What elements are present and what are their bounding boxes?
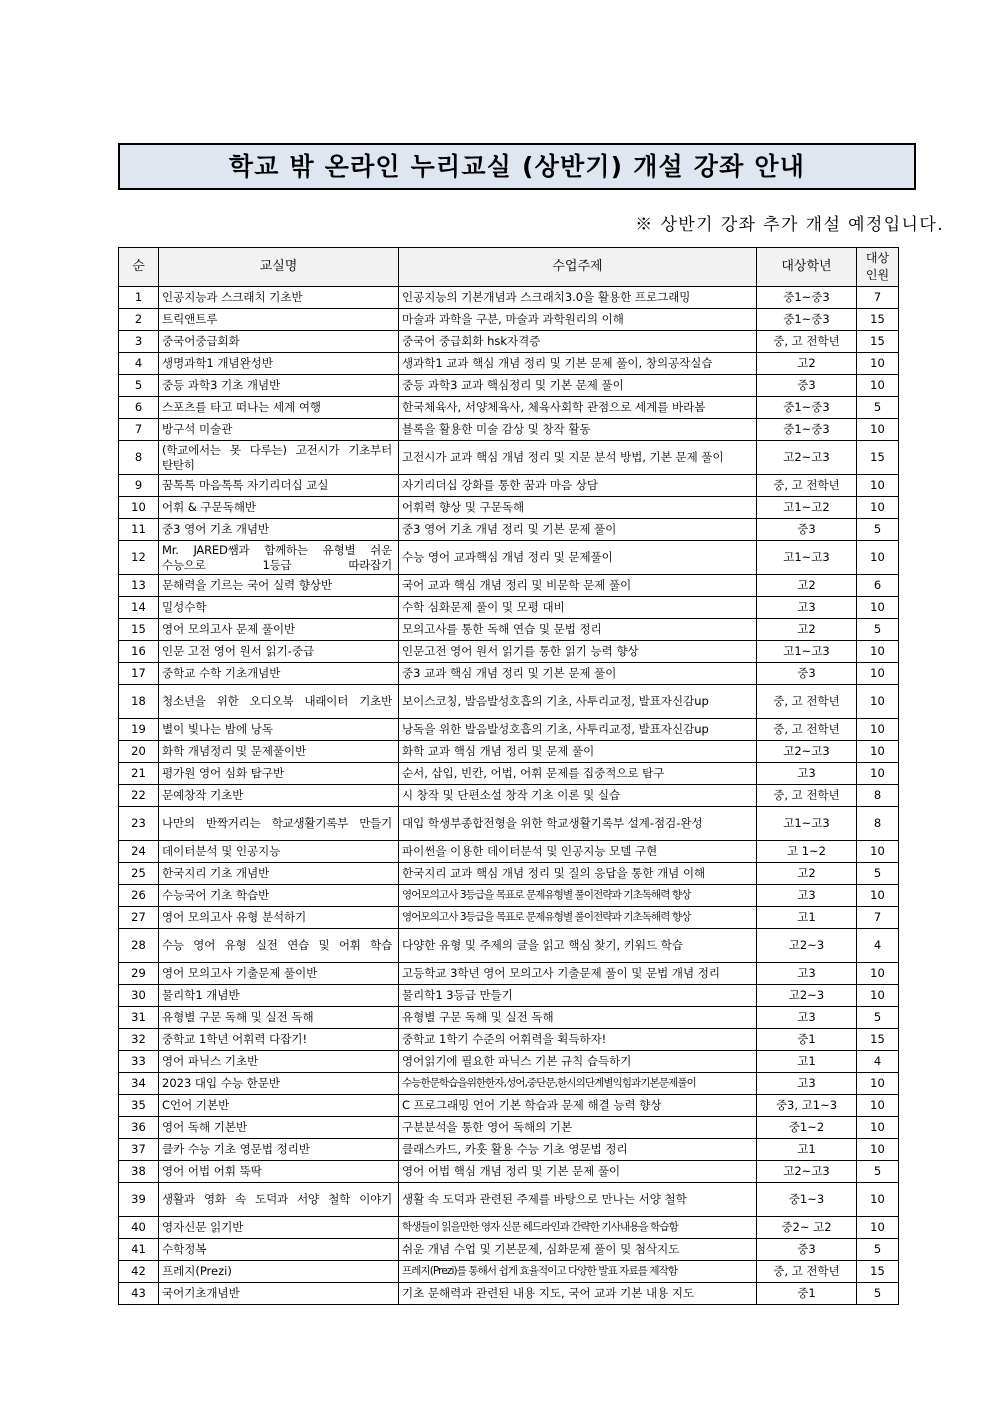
- cell-no: 9: [119, 475, 159, 497]
- cell-capacity: 6: [857, 575, 899, 597]
- table-header: [119, 248, 899, 287]
- cell-no: 17: [119, 663, 159, 685]
- cell-topic: 중등 과학3 교과 핵심정리 및 기본 문제 풀이: [399, 375, 757, 397]
- cell-classroom-name: 프레지(Prezi): [159, 1261, 399, 1283]
- cell-no: 40: [119, 1217, 159, 1239]
- cell-grade: 고1: [757, 1139, 857, 1161]
- cell-no: 28: [119, 929, 159, 963]
- cell-grade: 중1~중3: [757, 287, 857, 309]
- table-row: [119, 985, 899, 1007]
- cell-capacity: 10: [857, 1183, 899, 1217]
- cell-classroom-name: C언어 기본반: [159, 1095, 399, 1117]
- table-row: [119, 309, 899, 331]
- cell-grade: 고2~3: [757, 985, 857, 1007]
- cell-capacity: 10: [857, 685, 899, 719]
- cell-no: 22: [119, 785, 159, 807]
- cell-classroom-name: 생명과학1 개념완성반: [159, 353, 399, 375]
- cell-topic: 자기리더십 강화를 통한 꿈과 마음 상담: [399, 475, 757, 497]
- table-row: [119, 963, 899, 985]
- cell-classroom-name: 인공지능과 스크래치 기초반: [159, 287, 399, 309]
- cell-grade: 고1~고2: [757, 497, 857, 519]
- table-row: [119, 441, 899, 475]
- cell-classroom-name: 영어 파닉스 기초반: [159, 1051, 399, 1073]
- cell-no: 26: [119, 885, 159, 907]
- cell-topic: 중국어 중급회화 hsk자격증: [399, 331, 757, 353]
- cell-classroom-name: 트릭앤트루: [159, 309, 399, 331]
- cell-topic: 중3 교과 핵심 개념 정리 및 기본 문제 풀이: [399, 663, 757, 685]
- cell-topic: 블록을 활용한 미술 감상 및 창작 활동: [399, 419, 757, 441]
- cell-classroom-name: (학교에서는 못 다루는) 고전시가 기초부터 탄탄히: [159, 441, 399, 475]
- cell-capacity: 10: [857, 353, 899, 375]
- cell-topic: C 프로그래밍 언어 기본 학습과 문제 해결 능력 향상: [399, 1095, 757, 1117]
- cell-capacity: 8: [857, 785, 899, 807]
- cell-capacity: 10: [857, 375, 899, 397]
- cell-no: 30: [119, 985, 159, 1007]
- cell-grade: 고1~고3: [757, 641, 857, 663]
- cell-classroom-name: 국어기초개념반: [159, 1283, 399, 1305]
- cell-topic: 어휘력 향상 및 구문독해: [399, 497, 757, 519]
- cell-capacity: 15: [857, 331, 899, 353]
- cell-no: 31: [119, 1007, 159, 1029]
- table-row: [119, 541, 899, 575]
- cell-no: 43: [119, 1283, 159, 1305]
- cell-grade: 중3: [757, 663, 857, 685]
- table-row: [119, 719, 899, 741]
- cell-no: 14: [119, 597, 159, 619]
- cell-grade: 고2~고3: [757, 1161, 857, 1183]
- cell-classroom-name: 수학정복: [159, 1239, 399, 1261]
- cell-grade: 고3: [757, 1007, 857, 1029]
- table-row: [119, 863, 899, 885]
- cell-topic: 영어 어법 핵심 개념 정리 및 기본 문제 풀이: [399, 1161, 757, 1183]
- cell-topic: 유형별 구문 독해 및 실전 독해: [399, 1007, 757, 1029]
- cell-no: 25: [119, 863, 159, 885]
- cell-classroom-name: Mr. JARED쌤과 함께하는 유형별 쉬운 수능으로 1등급 따라잡기: [159, 541, 399, 575]
- cell-classroom-name: 방구석 미술관: [159, 419, 399, 441]
- cell-grade: 고2~고3: [757, 441, 857, 475]
- cell-topic: 영어읽기에 필요한 파닉스 기본 규칙 습득하기: [399, 1051, 757, 1073]
- cell-classroom-name: 수능 영어 유형 실전 연습 및 어휘 학습: [159, 929, 399, 963]
- cell-grade: 고2~3: [757, 929, 857, 963]
- course-table: [118, 247, 899, 1305]
- cell-classroom-name: 데이터분석 및 인공지능: [159, 841, 399, 863]
- cell-capacity: 10: [857, 885, 899, 907]
- cell-topic: 수학 심화문제 풀이 및 모평 대비: [399, 597, 757, 619]
- cell-no: 11: [119, 519, 159, 541]
- cell-capacity: 10: [857, 741, 899, 763]
- cell-grade: 중, 고 전학년: [757, 685, 857, 719]
- cell-no: 41: [119, 1239, 159, 1261]
- cell-no: 8: [119, 441, 159, 475]
- cell-no: 13: [119, 575, 159, 597]
- table-row: [119, 1161, 899, 1183]
- table-row: [119, 1007, 899, 1029]
- cell-grade: 고3: [757, 963, 857, 985]
- cell-no: 39: [119, 1183, 159, 1217]
- column-header-no: 순: [119, 248, 159, 287]
- cell-capacity: 5: [857, 1007, 899, 1029]
- table-row: [119, 597, 899, 619]
- column-header-capacity: [857, 248, 899, 287]
- cell-capacity: 10: [857, 1095, 899, 1117]
- table-header-row: [119, 248, 899, 287]
- cell-capacity: 10: [857, 663, 899, 685]
- cell-topic: 마술과 과학을 구분, 마술과 과학원리의 이해: [399, 309, 757, 331]
- cell-no: 16: [119, 641, 159, 663]
- cell-classroom-name: 영어 어법 어휘 뚝딱: [159, 1161, 399, 1183]
- cell-topic: 인공지능의 기본개념과 스크래치3.0을 활용한 프로그래밍: [399, 287, 757, 309]
- cell-classroom-name: 영어 모의고사 문제 풀이반: [159, 619, 399, 641]
- cell-grade: 중, 고 전학년: [757, 331, 857, 353]
- cell-no: 5: [119, 375, 159, 397]
- cell-classroom-name: 유형별 구문 독해 및 실전 독해: [159, 1007, 399, 1029]
- cell-classroom-name: 청소년을 위한 오디오북 내래이터 기초반: [159, 685, 399, 719]
- cell-classroom-name: 중국어중급회화: [159, 331, 399, 353]
- cell-capacity: 10: [857, 641, 899, 663]
- cell-classroom-name: 인문 고전 영어 원서 읽기-중급: [159, 641, 399, 663]
- table-row: [119, 641, 899, 663]
- cell-topic: 낭독을 위한 발음발성호흡의 기초, 사투리교정, 발표자신감up: [399, 719, 757, 741]
- cell-grade: 중3: [757, 1239, 857, 1261]
- column-header-topic: 수업주제: [399, 248, 757, 287]
- table-row: [119, 1095, 899, 1117]
- cell-classroom-name: 한국지리 기초 개념반: [159, 863, 399, 885]
- cell-classroom-name: 화학 개념정리 및 문제풀이반: [159, 741, 399, 763]
- cell-grade: 고1~고3: [757, 541, 857, 575]
- cell-capacity: 15: [857, 1029, 899, 1051]
- cell-capacity: 15: [857, 1261, 899, 1283]
- table-row: [119, 497, 899, 519]
- cell-capacity: 5: [857, 397, 899, 419]
- cell-topic: 화학 교과 핵심 개념 정리 및 문제 풀이: [399, 741, 757, 763]
- cell-no: 6: [119, 397, 159, 419]
- cell-topic: 파이썬을 이용한 데이터분석 및 인공지능 모델 구현: [399, 841, 757, 863]
- cell-classroom-name: 수능국어 기초 학습반: [159, 885, 399, 907]
- cell-capacity: 10: [857, 719, 899, 741]
- cell-topic: 인문고전 영어 원서 읽기를 통한 읽기 능력 향상: [399, 641, 757, 663]
- cell-grade: 고2: [757, 353, 857, 375]
- table-row: [119, 1051, 899, 1073]
- capacity-header-line1: 대상: [865, 250, 890, 265]
- table-row: [119, 1117, 899, 1139]
- cell-capacity: 7: [857, 907, 899, 929]
- cell-grade: 중3, 고1~3: [757, 1095, 857, 1117]
- cell-grade: 중1~중3: [757, 397, 857, 419]
- cell-classroom-name: 영어 모의고사 기출문제 풀이반: [159, 963, 399, 985]
- cell-capacity: 5: [857, 1283, 899, 1305]
- table-row: [119, 1239, 899, 1261]
- cell-grade: 고3: [757, 885, 857, 907]
- cell-topic: 보이스코칭, 발음발성호흡의 기초, 사투리교정, 발표자신감up: [399, 685, 757, 719]
- cell-grade: 고1: [757, 907, 857, 929]
- cell-capacity: 5: [857, 1239, 899, 1261]
- table-row: [119, 1217, 899, 1239]
- column-header-grade: 대상학년: [757, 248, 857, 287]
- cell-classroom-name: 꿈톡톡 마음톡톡 자기리더십 교실: [159, 475, 399, 497]
- cell-grade: 고1: [757, 1051, 857, 1073]
- cell-capacity: 10: [857, 963, 899, 985]
- cell-classroom-name: 스포츠를 타고 떠나는 세계 여행: [159, 397, 399, 419]
- cell-classroom-name: 물리학1 개념반: [159, 985, 399, 1007]
- cell-capacity: 10: [857, 1117, 899, 1139]
- cell-grade: 중1~중3: [757, 419, 857, 441]
- cell-no: 1: [119, 287, 159, 309]
- cell-topic: 물리학1 3등급 만들기: [399, 985, 757, 1007]
- cell-topic: 한국지리 교과 핵심 개념 정리 및 질의 응답을 통한 개념 이해: [399, 863, 757, 885]
- cell-grade: 중, 고 전학년: [757, 1261, 857, 1283]
- table-row: [119, 885, 899, 907]
- table-row: [119, 1073, 899, 1095]
- cell-grade: 중3: [757, 375, 857, 397]
- cell-topic: 생과학1 교과 핵심 개념 정리 및 기본 문제 풀이, 창의공작실습: [399, 353, 757, 375]
- cell-capacity: 10: [857, 541, 899, 575]
- table-row: [119, 663, 899, 685]
- capacity-header-line2: 인원: [865, 268, 890, 282]
- table-row: [119, 1261, 899, 1283]
- table-row: [119, 1139, 899, 1161]
- cell-no: 18: [119, 685, 159, 719]
- table-row: [119, 419, 899, 441]
- cell-no: 19: [119, 719, 159, 741]
- cell-no: 27: [119, 907, 159, 929]
- table-row: [119, 375, 899, 397]
- document-title-banner: [118, 143, 916, 190]
- cell-capacity: 10: [857, 497, 899, 519]
- cell-no: 3: [119, 331, 159, 353]
- cell-classroom-name: 클카 수능 기초 영문법 정리반: [159, 1139, 399, 1161]
- cell-classroom-name: 문예창작 기초반: [159, 785, 399, 807]
- cell-classroom-name: 밀성수학: [159, 597, 399, 619]
- cell-topic: 생활 속 도덕과 관련된 주제를 바탕으로 만나는 서양 철학: [399, 1183, 757, 1217]
- cell-topic: 대입 학생부종합전형을 위한 학교생활기록부 설계-점검-완성: [399, 807, 757, 841]
- cell-capacity: 10: [857, 985, 899, 1007]
- cell-no: 20: [119, 741, 159, 763]
- cell-grade: 중1~2: [757, 1117, 857, 1139]
- course-table-container: [118, 247, 898, 1305]
- cell-capacity: 10: [857, 763, 899, 785]
- cell-grade: 중1~중3: [757, 309, 857, 331]
- cell-no: 42: [119, 1261, 159, 1283]
- cell-classroom-name: 영어 독해 기본반: [159, 1117, 399, 1139]
- notice-text: ※ 상반기 강좌 추가 개설 예정입니다.: [635, 215, 944, 235]
- cell-topic: 고등학교 3학년 영어 모의고사 기출문제 풀이 및 문법 개념 정리: [399, 963, 757, 985]
- cell-capacity: 10: [857, 841, 899, 863]
- cell-classroom-name: 중학교 수학 기초개념반: [159, 663, 399, 685]
- cell-capacity: 10: [857, 1073, 899, 1095]
- cell-classroom-name: 중3 영어 기초 개념반: [159, 519, 399, 541]
- cell-capacity: 5: [857, 1161, 899, 1183]
- cell-classroom-name: 평가원 영어 심화 탐구반: [159, 763, 399, 785]
- cell-no: 15: [119, 619, 159, 641]
- cell-capacity: 10: [857, 597, 899, 619]
- cell-no: 12: [119, 541, 159, 575]
- cell-capacity: 10: [857, 419, 899, 441]
- cell-topic: 수능한문학습을위한한자,성어,중단문,한시의단계별익힘과기본문제풀이: [399, 1073, 757, 1095]
- cell-classroom-name: 중등 과학3 기초 개념반: [159, 375, 399, 397]
- cell-capacity: 8: [857, 807, 899, 841]
- cell-classroom-name: 나만의 반짝거리는 학교생활기록부 만들기: [159, 807, 399, 841]
- cell-no: 10: [119, 497, 159, 519]
- cell-capacity: 15: [857, 441, 899, 475]
- table-row: [119, 807, 899, 841]
- cell-grade: 고 1~2: [757, 841, 857, 863]
- cell-capacity: 10: [857, 1217, 899, 1239]
- table-row: [119, 1183, 899, 1217]
- cell-no: 37: [119, 1139, 159, 1161]
- table-row: [119, 287, 899, 309]
- cell-topic: 학생들이 읽을만한 영자 신문 헤드라인과 간략한 기사내용을 학습함: [399, 1217, 757, 1239]
- cell-topic: 국어 교과 핵심 개념 정리 및 비문학 문제 풀이: [399, 575, 757, 597]
- cell-capacity: 10: [857, 1139, 899, 1161]
- cell-no: 24: [119, 841, 159, 863]
- cell-grade: 중3: [757, 519, 857, 541]
- cell-grade: 고3: [757, 597, 857, 619]
- cell-topic: 수능 영어 교과핵심 개념 정리 및 문제풀이: [399, 541, 757, 575]
- cell-no: 38: [119, 1161, 159, 1183]
- cell-topic: 중학교 1학기 수준의 어휘력을 획득하자!: [399, 1029, 757, 1051]
- cell-grade: 고2: [757, 863, 857, 885]
- cell-grade: 고3: [757, 763, 857, 785]
- cell-capacity: 4: [857, 1051, 899, 1073]
- cell-topic: 모의고사를 통한 독해 연습 및 문법 정리: [399, 619, 757, 641]
- cell-grade: 고3: [757, 1073, 857, 1095]
- table-row: [119, 1029, 899, 1051]
- cell-classroom-name: 문해력을 기르는 국어 실력 향상반: [159, 575, 399, 597]
- cell-grade: 고1~고3: [757, 807, 857, 841]
- table-row: [119, 1283, 899, 1305]
- cell-topic: 한국체육사, 서양체육사, 체육사회학 관점으로 세계를 바라봄: [399, 397, 757, 419]
- cell-capacity: 5: [857, 863, 899, 885]
- cell-classroom-name: 어휘 & 구문독해반: [159, 497, 399, 519]
- cell-grade: 고2: [757, 619, 857, 641]
- cell-topic: 고전시가 교과 핵심 개념 정리 및 지문 분석 방법, 기본 문제 풀이: [399, 441, 757, 475]
- table-row: [119, 741, 899, 763]
- table-row: [119, 575, 899, 597]
- cell-capacity: 15: [857, 309, 899, 331]
- cell-topic: 영어모의고사 3등급을 목표로 문제유형별 풀이전략과 기초독해력 향상: [399, 885, 757, 907]
- cell-no: 35: [119, 1095, 159, 1117]
- table-row: [119, 907, 899, 929]
- table-row: [119, 331, 899, 353]
- cell-grade: 고2~고3: [757, 741, 857, 763]
- cell-topic: 순서, 삽입, 빈칸, 어법, 어휘 문제를 집중적으로 탐구: [399, 763, 757, 785]
- table-row: [119, 929, 899, 963]
- column-header-classroom-name: 교실명: [159, 248, 399, 287]
- cell-no: 33: [119, 1051, 159, 1073]
- cell-classroom-name: 영어 모의고사 유형 분석하기: [159, 907, 399, 929]
- table-row: [119, 619, 899, 641]
- cell-capacity: 4: [857, 929, 899, 963]
- cell-capacity: 5: [857, 519, 899, 541]
- table-row: [119, 519, 899, 541]
- cell-topic: 프레지(Prezi)를 통해서 쉽게 효율적이고 다양한 발표 자료를 제작함: [399, 1261, 757, 1283]
- cell-topic: 기초 문해력과 관련된 내용 지도, 국어 교과 기본 내용 지도: [399, 1283, 757, 1305]
- cell-topic: 영어모의고사 3등급을 목표로 문제유형별 풀이전략과 기초독해력 향상: [399, 907, 757, 929]
- cell-grade: 중, 고 전학년: [757, 785, 857, 807]
- cell-capacity: 7: [857, 287, 899, 309]
- cell-grade: 중1~3: [757, 1183, 857, 1217]
- cell-no: 29: [119, 963, 159, 985]
- cell-no: 7: [119, 419, 159, 441]
- cell-no: 23: [119, 807, 159, 841]
- table-row: [119, 397, 899, 419]
- cell-classroom-name: 생활과 영화 속 도덕과 서양 철학 이야기: [159, 1183, 399, 1217]
- table-row: [119, 475, 899, 497]
- cell-grade: 중2~ 고2: [757, 1217, 857, 1239]
- cell-topic: 시 창작 및 단편소설 창작 기초 이론 및 실습: [399, 785, 757, 807]
- cell-no: 2: [119, 309, 159, 331]
- cell-grade: 중, 고 전학년: [757, 719, 857, 741]
- table-row: [119, 353, 899, 375]
- cell-topic: 클래스카드, 카훗 활용 수능 기초 영문법 정리: [399, 1139, 757, 1161]
- cell-no: 34: [119, 1073, 159, 1095]
- cell-no: 32: [119, 1029, 159, 1051]
- cell-grade: 고2: [757, 575, 857, 597]
- cell-grade: 중, 고 전학년: [757, 475, 857, 497]
- cell-no: 21: [119, 763, 159, 785]
- cell-grade: 중1: [757, 1283, 857, 1305]
- cell-topic: 구분분석을 통한 영어 독해의 기본: [399, 1117, 757, 1139]
- cell-no: 4: [119, 353, 159, 375]
- table-row: [119, 785, 899, 807]
- cell-classroom-name: 2023 대입 수능 한문반: [159, 1073, 399, 1095]
- table-body: [119, 287, 899, 1305]
- cell-topic: 중3 영어 기초 개념 정리 및 기본 문제 풀이: [399, 519, 757, 541]
- page-title: 학교 밖 온라인 누리교실 (상반기) 개설 강좌 안내: [228, 152, 806, 181]
- cell-topic: 다양한 유형 및 주제의 글을 읽고 핵심 찾기, 키워드 학습: [399, 929, 757, 963]
- table-row: [119, 685, 899, 719]
- cell-topic: 쉬운 개념 수업 및 기본문제, 심화문제 풀이 및 첨삭지도: [399, 1239, 757, 1261]
- cell-no: 36: [119, 1117, 159, 1139]
- cell-classroom-name: 중학교 1학년 어휘력 다잡기!: [159, 1029, 399, 1051]
- table-row: [119, 841, 899, 863]
- cell-classroom-name: 별이 빛나는 밤에 낭독: [159, 719, 399, 741]
- cell-classroom-name: 영자신문 읽기반: [159, 1217, 399, 1239]
- cell-grade: 중1: [757, 1029, 857, 1051]
- cell-capacity: 10: [857, 475, 899, 497]
- cell-capacity: 5: [857, 619, 899, 641]
- table-row: [119, 763, 899, 785]
